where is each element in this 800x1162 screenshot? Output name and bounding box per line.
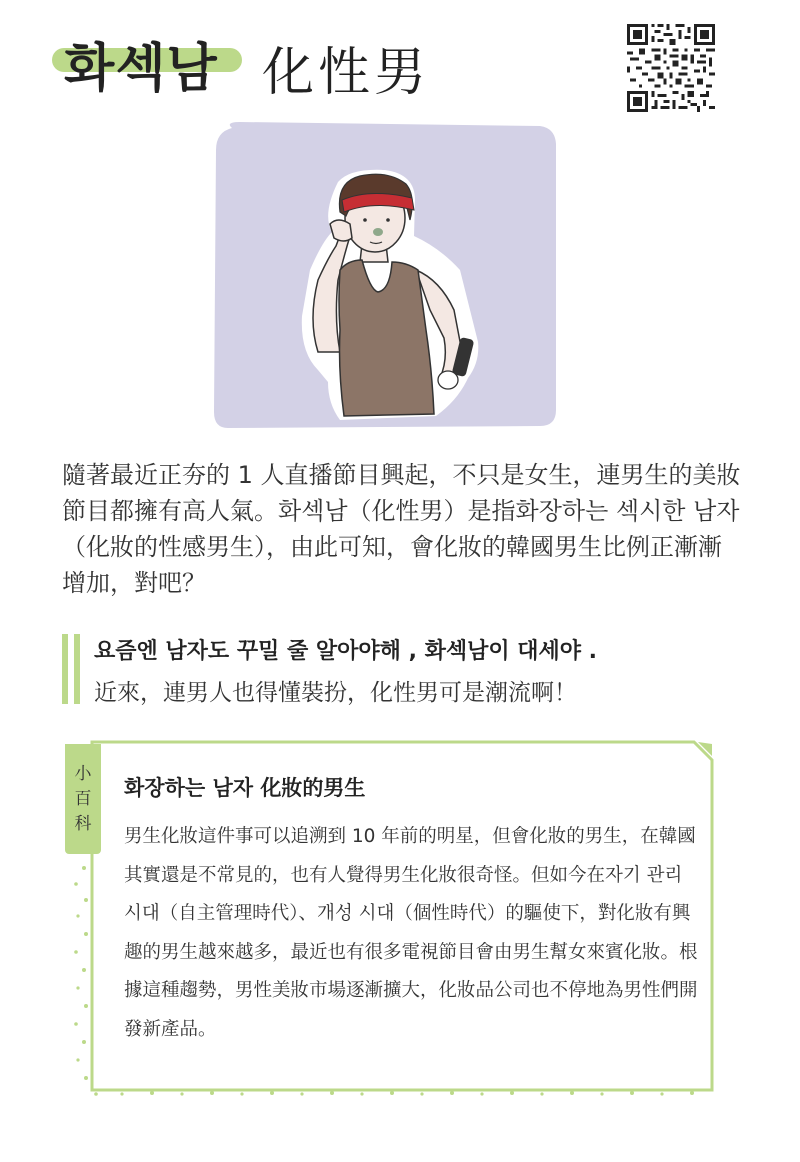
quote-chinese: 近來，連男人也得懂裝扮，化性男可是潮流啊！ [94, 680, 577, 706]
title-korean: 화섹남 [64, 39, 218, 99]
quote-bar [74, 634, 80, 704]
box-body: 男生化妝這件事可以追溯到 10 年前的明星，但會化妝的男生，在韓國其實還是不常見的，也有人覺得男生化妝很奇怪。但如今在자기 관리 시대（自主管理時代）、개성 시대（個性時代）的驅使下，對化妝有興趣的男生越來越多，最近也有很多電視節目會由男生幫女來賓化妝。根據這種趨勢，男性美妝市場逐漸擴大，化妝品公司也不停地為男性們開發新產品。 [124, 826, 698, 1040]
intro-paragraph: 隨著最近正夯的 1 人直播節目興起，不只是女生，連男生的美妝節目都擁有高人氣。화섹남（化性男）是指화장하는 섹시한 남자（化妝的性感男生），由此可知，會化妝的韓國男生比例正漸漸增加，對吧？ [62, 461, 741, 597]
quote-bar [62, 634, 68, 704]
encyclopedia-box [62, 738, 718, 1096]
example-quote [62, 632, 752, 706]
page-title [52, 22, 472, 103]
man-applying-makeup-illustration [210, 120, 560, 430]
encyclopedia-tag [65, 744, 101, 854]
box-title: 화장하는 남자 化妝的男生 [124, 776, 366, 800]
quote-korean: 요즘엔 남자도 꾸밀 줄 알아야해 , 화섹남이 대세야 . [94, 639, 598, 664]
qr-code-icon[interactable] [627, 24, 715, 112]
title-chinese: 化性男 [262, 43, 431, 103]
tag-label: 小百科 [74, 764, 92, 834]
